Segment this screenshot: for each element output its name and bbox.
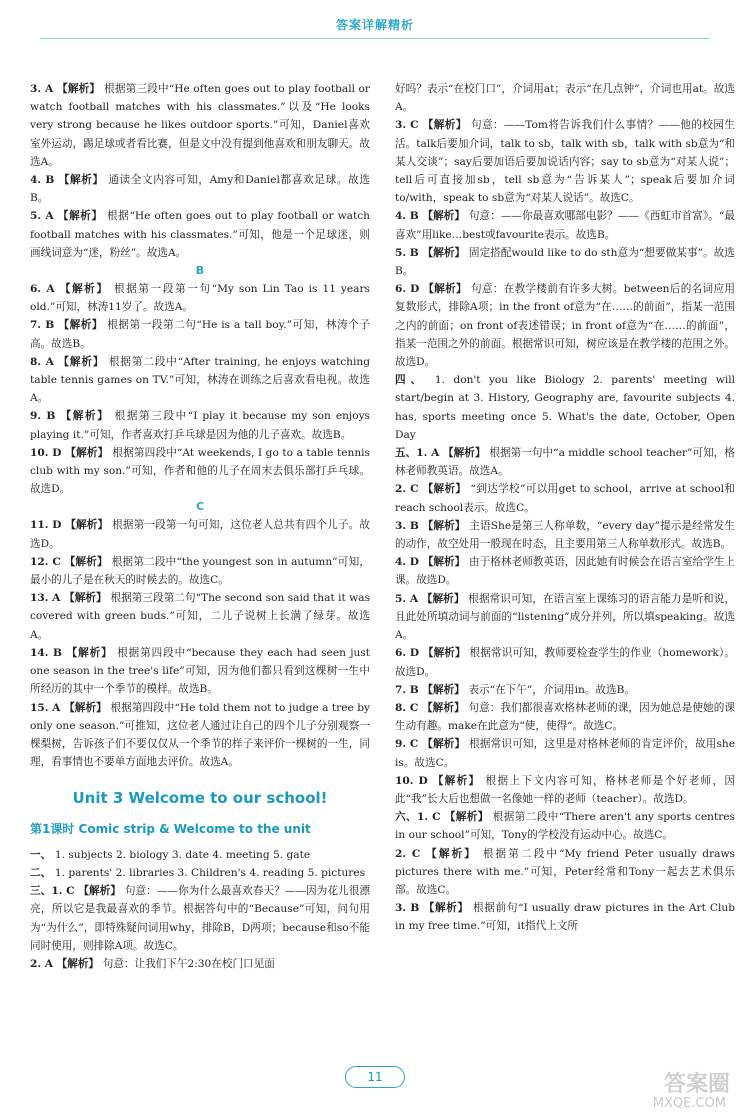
- answer-number: 一、: [30, 848, 55, 861]
- analysis-tag: 【解析】: [421, 592, 469, 605]
- analysis-tag: 【解析】: [58, 174, 109, 187]
- answer-text: 表示“在下午”，介词用in。故选B。: [468, 683, 636, 696]
- answer-item: [30, 699, 370, 772]
- section-letter: B: [195, 264, 205, 278]
- answer-item: [30, 280, 370, 316]
- answer-number: 11. D: [30, 519, 66, 532]
- answer-text: 1. don't you like Biology 2. parents' meeting will start/begin at 3. History, Geography are, favourite subjects 4. has, sports meeting once 5. What's the date, October, Open Day: [395, 374, 735, 441]
- answer-item: [395, 553, 735, 589]
- page-header: [0, 0, 750, 72]
- analysis-tag: 【解析】: [422, 519, 470, 532]
- unit-title: Unit 3 Welcome to our school!: [72, 789, 328, 808]
- answer-item: [395, 735, 735, 771]
- answer-number: 12. C: [30, 555, 65, 568]
- answer-item: [30, 553, 370, 589]
- answer-item: [30, 444, 370, 499]
- answer-item: [30, 589, 370, 644]
- answer-item: [395, 80, 735, 116]
- answer-text: 1. parents' 2. libraries 3. Children's 4. reading 5. pictures: [54, 866, 366, 879]
- analysis-tag: 【解析】: [59, 283, 115, 296]
- answer-text: 根据第四段中“because they each had seen just one season in the tree's life”可知，因为他们都只看到这棵树一生中所经历的其中一个季节的模样。故选B。: [30, 646, 370, 696]
- answer-number: 3. A: [30, 83, 58, 95]
- answer-number: 3. C: [395, 119, 423, 132]
- header-divider: [40, 38, 710, 39]
- answer-item: [30, 864, 370, 882]
- answer-text: 根据第一段第一句“My son Lin Tao is 11 years old.”可知，林涛11岁了。故选A。: [30, 283, 370, 314]
- answer-text: 句意：我们都很喜欢格林老师的课，因为她总是使她的课生动有趣。make在此意为“使，使得”。故选C。: [395, 701, 735, 733]
- answer-text: 根据第三段中“I play it because my son enjoys playing it.”可知，作者喜欢打乒乓球是因为他的儿子喜欢。故选B。: [30, 410, 370, 441]
- answer-number: 6. D: [395, 647, 423, 660]
- analysis-tag: 【解析】: [422, 738, 470, 751]
- answer-number: 15. A: [30, 701, 65, 714]
- answer-number: 10. D: [395, 774, 433, 787]
- answer-text: 根据第一段第一句可知，这位老人总共有四个儿子。故选D。: [30, 519, 370, 550]
- analysis-tag: 【解析】: [422, 246, 469, 259]
- section-letter: C: [195, 500, 205, 514]
- answer-number: 四、: [395, 374, 435, 387]
- answer-text: 根据第二段中“My friend Peter usually draws pictures there with me.”可知，Peter经常和Tony一起去艺术俱乐部。故选C。: [395, 847, 735, 896]
- answer-item: [395, 244, 735, 280]
- answer-number: 2. C: [395, 483, 423, 496]
- analysis-tag: 【解析】: [426, 847, 483, 860]
- answer-item: [395, 207, 735, 243]
- answer-number: 9. B: [30, 410, 61, 423]
- answer-text: 根据常识可知，在语言室上课练习的语言能力是听和说，且此处所填动词与前面的“listening”成分并列，所以填speaking。故选A。: [395, 592, 735, 642]
- answer-number: 5. A: [30, 210, 58, 223]
- answer-text: “到达学校”可以用get to school，arrive at school和reach school表示。故选C。: [395, 483, 735, 514]
- analysis-tag: 【解析】: [443, 447, 490, 460]
- analysis-tag: 【解析】: [58, 319, 108, 332]
- analysis-tag: 【解析】: [57, 210, 108, 223]
- answer-item: [30, 882, 370, 955]
- answer-item: [395, 280, 735, 371]
- answer-text: 句意：让我们下午2:30在校门口见面: [102, 957, 275, 970]
- answer-text: 主语She是第三人称单数，“every day”提示是经常发生的动作，故空处用一般现在时态，且主要用第三人称单数形式。故选B。: [395, 519, 735, 551]
- answer-item: [30, 516, 370, 552]
- answer-item: [395, 444, 735, 480]
- answer-number: 14. B: [30, 646, 67, 659]
- answer-text: 好吗？表示“在校门口”，介词用at；表示“在几点钟”，介词也用at。故选A。: [395, 83, 735, 114]
- answer-number: 4. B: [395, 210, 423, 223]
- answer-item: [30, 644, 370, 699]
- answer-item: [395, 371, 735, 444]
- analysis-tag: 【解析】: [423, 283, 471, 296]
- answer-text: 根据常识可知，这里是对格林老师的肯定评价，故用she is。故选C。: [395, 738, 735, 769]
- answer-item: [395, 899, 735, 935]
- answer-text: 根据第二段中“There aren't any sports centres in our school”可知，Tony的学校没有运动中心。故选C。: [395, 811, 735, 842]
- answer-text: 句意：——你最喜欢哪部电影？——《西虹市首富》。“最喜欢”用like…best或favourite表示。故选B。: [395, 210, 735, 241]
- answer-number: 2. C: [395, 847, 427, 860]
- answer-number: 9. C: [395, 738, 423, 751]
- answer-item: [395, 681, 735, 699]
- analysis-tag: 【解析】: [422, 647, 470, 660]
- answer-item: [30, 846, 370, 864]
- answer-number: 6. D: [395, 283, 424, 296]
- answer-number: 五、1. A: [395, 447, 444, 460]
- watermark-url: MXQE.COM: [652, 1096, 726, 1111]
- analysis-tag: 【解析】: [422, 683, 469, 696]
- answer-text: 句意：在教学楼前有许多大树。between后的名词应用复数形式，排除A项；in the front of意为“在……的前面”，指某一范围之内的前面；on front of表述错误；in front of意为“在……的前面”，指某一范围之外的前面。根据常识可知，树应该是在教学楼的范围之外。故选D。: [395, 283, 735, 369]
- answer-text: 由于格林老师教英语，因此她有时候会在语言室给学生上课。故选D。: [395, 556, 735, 587]
- answer-number: 5. A: [395, 592, 422, 605]
- answer-text: 根据第二段中“After training, he enjoys watching table tennis games on TV.”可知，林涛在训练之后喜欢看电视。故选A。: [30, 355, 370, 405]
- answer-number: 13. A: [30, 592, 65, 605]
- analysis-tag: 【解析】: [423, 902, 474, 915]
- answer-number: 3. B: [395, 519, 423, 532]
- answer-item: [395, 644, 735, 680]
- answer-number: 三、1. C: [30, 885, 79, 898]
- answer-text: 1. subjects 2. biology 3. date 4. meeting 5. gate: [54, 848, 311, 861]
- analysis-tag: 【解析】: [422, 119, 471, 132]
- answer-item: [30, 316, 370, 352]
- analysis-tag: 【解析】: [422, 210, 469, 223]
- answer-number: 3. B: [395, 902, 424, 915]
- answer-number: 7. B: [395, 683, 423, 696]
- lesson-title: 第1课时 Comic strip & Welcome to the unit: [30, 821, 311, 836]
- analysis-tag: 【解析】: [64, 555, 112, 568]
- analysis-tag: 【解析】: [422, 701, 469, 714]
- answer-item: [395, 480, 735, 516]
- analysis-tag: 【解析】: [422, 483, 471, 496]
- analysis-tag: 【解析】: [444, 811, 493, 824]
- answer-item: [30, 207, 370, 262]
- analysis-tag: 【解析】: [64, 592, 111, 605]
- answer-text: 根据第二段中“the youngest son in autumn”可知，最小的儿子是在秋天的时候去的。故选C。: [30, 555, 370, 587]
- answer-number: 4. B: [30, 174, 59, 187]
- header-title: 答案详解精析: [335, 18, 414, 32]
- answer-item: [395, 772, 735, 808]
- answer-item: [395, 808, 735, 844]
- answer-number: 5. B: [395, 246, 423, 259]
- answer-text: 根据第三段第二句“The second son said that it was covered with green buds.”可知，二儿子说树上长满了绿芽。故选A。: [30, 592, 371, 641]
- answer-number: 4. D: [395, 556, 423, 569]
- answer-item: [395, 517, 735, 553]
- answer-text: 根据第一段第二句“He is a tall boy.”可知，林涛个子高。故选B。: [30, 319, 370, 350]
- analysis-tag: 【解析】: [65, 446, 113, 459]
- analysis-tag: 【解析】: [65, 519, 113, 532]
- answer-number: 10. D: [30, 446, 66, 459]
- answer-item: [395, 699, 735, 735]
- answer-text: 根据第四段中“He told them not to judge a tree by only one season.”可推知，这位老人通过让自己的四个儿子分别观察一棵梨树，告诉孩子们不要仅仅从一个季节的样子来评价一棵树的一生，同理，看事情也不要单方面地去评价。故选A。: [30, 701, 370, 769]
- answer-item: [30, 80, 370, 171]
- answer-text: 句意：——你为什么最喜欢春天？——因为花儿很漂亮，所以它是我最喜欢的季节。根据答句中的“Because”可知，问句用为“为什么”，即特殊疑问词用why，排除B，D两项；because和so不能同时使用，则排除A项。故选C。: [30, 885, 370, 952]
- analysis-tag: 【解析】: [64, 701, 111, 714]
- answer-number: 7. B: [30, 319, 59, 332]
- answer-item: [30, 955, 370, 973]
- answer-text: 句意：——Tom将告诉我们什么事情？——他的校园生活。talk后要加介词，talk to sb，talk with sb，talk with sb意为“和某人交谈”；say后要加语后要加说话内容；say to sb意为“对某人说”；tell后可直接加sb，tell sb意为“告诉某人”；speak后要加介词to/with，speak to sb意为“对某人说话”。故选C。: [395, 119, 735, 205]
- answer-text: 根据第四段中“At weekends, I go to a table tennis club with my son.”可知，作者和他的儿子在周末去俱乐部打乒乓球。故选D。: [30, 446, 370, 496]
- analysis-tag: 【解析】: [422, 556, 470, 569]
- answer-text: 根据常识可知，教师要检查学生的作业（homework）。故选D。: [395, 647, 735, 678]
- answer-number: 8. A: [30, 355, 59, 368]
- analysis-tag: 【解析】: [56, 957, 103, 970]
- answer-text: 根据前句“I usually draw pictures in the Art Club in my free time.”可知，it指代上文所: [395, 902, 735, 933]
- answer-text: 固定搭配would like to do sth意为“想要做某事”。故选B。: [395, 246, 736, 278]
- left-column: [30, 80, 370, 973]
- answer-item: [395, 116, 735, 207]
- answer-text: 根据上下文内容可知，格林老师是个好老师，因此“我”长大后也想做一名像她一样的老师（teacher）。故选D。: [395, 774, 736, 805]
- answer-item: [30, 353, 370, 408]
- answer-item: [30, 171, 370, 207]
- answer-text: 根据第三段中“He often goes out to play football or watch football matches with his classmates.”以及“He looks very strong because he likes outdoor sports.”可知，Daniel喜欢室外运动，踢足球或者看比赛，但是文中没有提到他喜欢和朋友聊天。故选A。: [30, 83, 370, 168]
- answer-text: 通读全文内容可知，Amy和Daniel都喜欢足球。故选B。: [30, 174, 371, 205]
- analysis-tag: 【解析】: [432, 774, 486, 787]
- answer-item: [395, 845, 735, 900]
- answer-number: 六、1. C: [395, 811, 445, 824]
- analysis-tag: 【解析】: [57, 83, 105, 95]
- answer-number: 8. C: [395, 701, 423, 714]
- right-column: [395, 80, 735, 936]
- page-footer: [0, 1066, 750, 1116]
- analysis-tag: 【解析】: [58, 355, 109, 368]
- answer-number: 2. A: [30, 957, 57, 970]
- answer-number: 6. A: [30, 283, 60, 296]
- watermark-logo: 答案圈: [663, 1072, 730, 1097]
- answer-text: 根据“He often goes out to play football or watch football matches with his classmates.”可知，他是一个足球迷，则画线词意为“迷，粉丝”。故选A。: [30, 210, 370, 259]
- answer-text: 根据第一句中“a middle school teacher”可知，格林老师教英语。故选A。: [395, 447, 736, 478]
- analysis-tag: 【解析】: [78, 885, 125, 898]
- analysis-tag: 【解析】: [60, 410, 115, 423]
- answer-item: [395, 590, 735, 645]
- analysis-tag: 【解析】: [66, 646, 118, 659]
- page-number: 11: [345, 1066, 405, 1088]
- answer-number: 二、: [30, 866, 55, 879]
- answer-item: [30, 407, 370, 443]
